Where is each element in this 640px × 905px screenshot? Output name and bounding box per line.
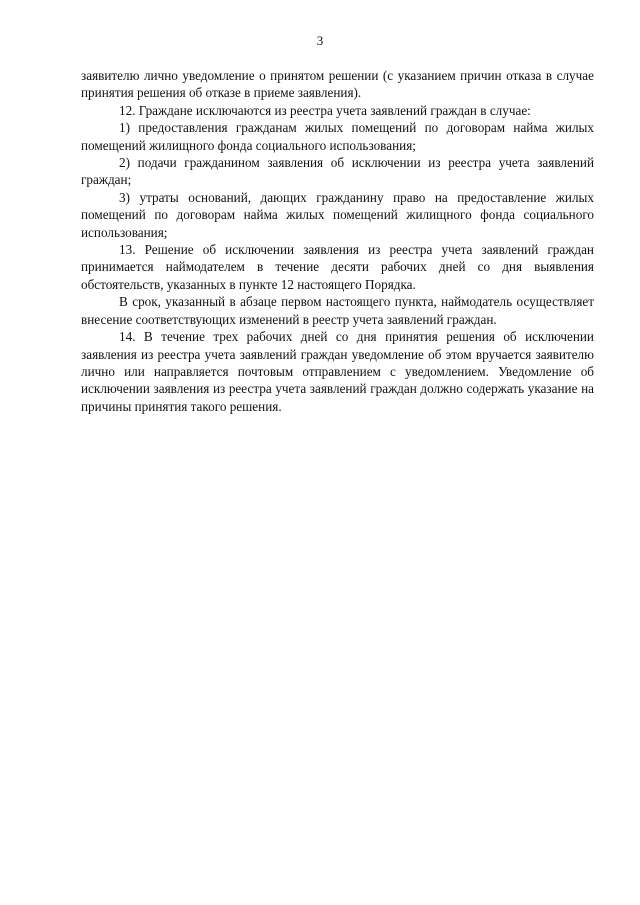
paragraph-subitem-1: 1) предоставления гражданам жилых помещений по договорам найма жилых помещений жилищного фонда социального использования;	[81, 120, 594, 153]
paragraph-item-13: 13. Решение об исключении заявления из реестра учета заявлений граждан принимается наймодателем в течение десяти рабочих дней со дня выявления обстоятельств, указанных в пункте 12 настоящего Порядка.	[81, 242, 594, 292]
page-number: 3	[316, 33, 324, 48]
paragraph-item-13-deadline: В срок, указанный в абзаце первом настоящего пункта, наймодатель осуществляет внесение соответствующих изменений в реестр учета заявлений граждан.	[81, 294, 594, 327]
paragraph-item-12: 12. Граждане исключаются из реестра учета заявлений граждан в случае:	[119, 102, 531, 118]
document-body	[81, 67, 594, 415]
paragraph-item-14: 14. В течение трех рабочих дней со дня принятия решения об исключении заявления из реестра учета заявлений граждан уведомление об этом вручается заявителю лично или направляется почтовым отправлением с уведомлением. Уведомление об исключении заявления из реестра учета заявлений граждан должно содержать указание на причины принятия такого решения.	[81, 329, 594, 414]
paragraph-continuation: заявителю лично уведомление о принятом решении (с указанием причин отказа в случае принятия решения об отказе в приеме заявления).	[81, 68, 594, 101]
paragraph-subitem-2: 2) подачи гражданином заявления об исключении из реестра учета заявлений граждан;	[81, 155, 594, 188]
paragraph-subitem-3: 3) утраты оснований, дающих гражданину право на предоставление жилых помещений по договорам найма жилых помещений жилищного фонда социального использования;	[81, 189, 594, 240]
